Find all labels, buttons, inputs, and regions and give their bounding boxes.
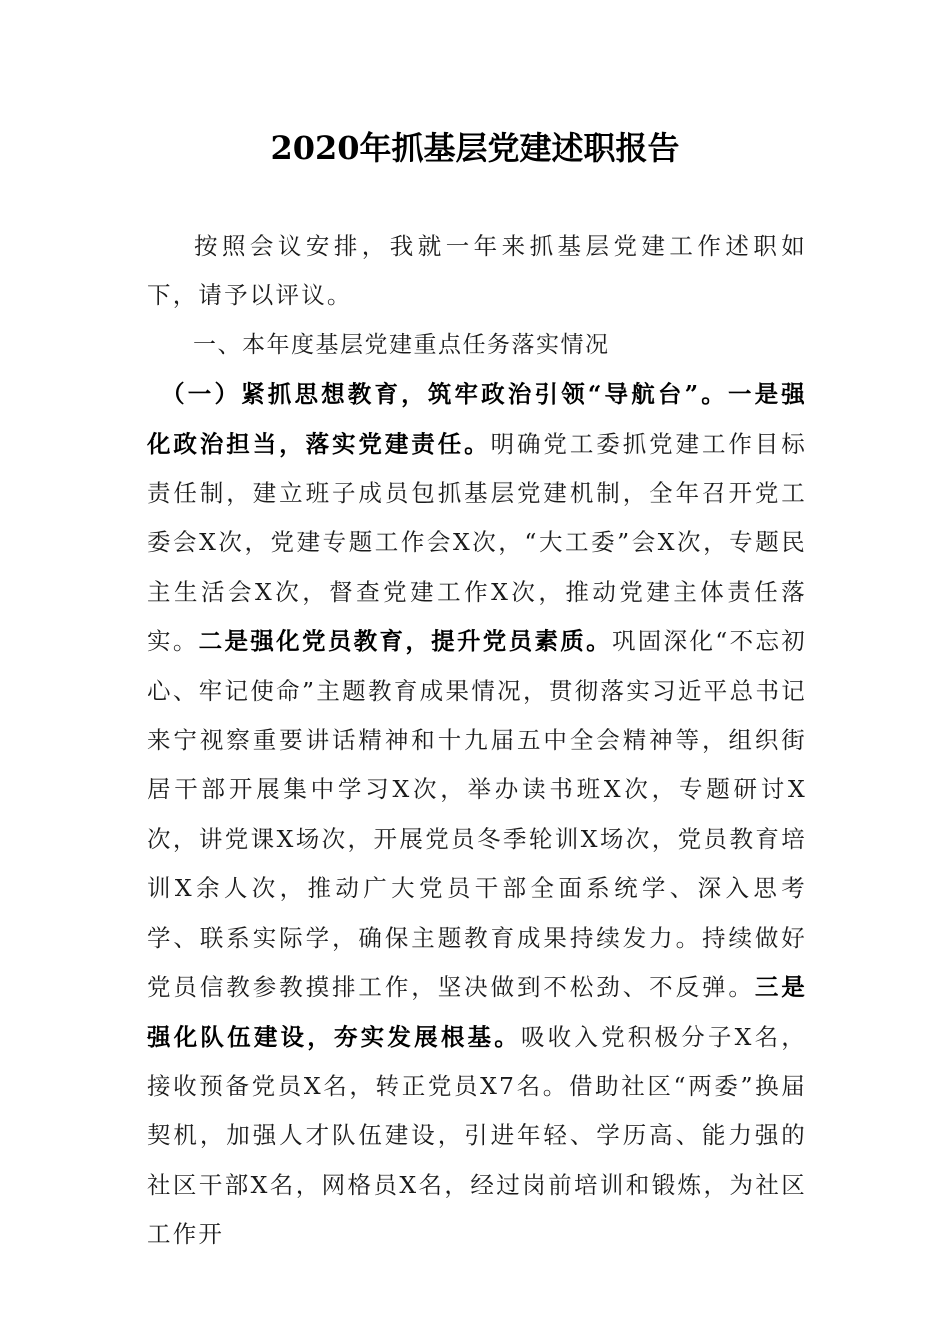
section-heading: 一、本年度基层党建重点任务落实情况 xyxy=(193,331,610,358)
point-1-title: 一是强化政治担当，落实党建责任。 xyxy=(147,380,807,458)
document-title: 2020年抓基层党建述职报告 xyxy=(270,129,680,167)
point-2-title: 二是强化党员教育，提升党员素质。 xyxy=(198,627,612,656)
section-paragraph xyxy=(147,370,807,1259)
point-3-text: 吸收入党积极分子X名，接收预备党员X名，转正党员X7名。借助社区“两委”换届契机，加强人才队伍建设，引进年轻、学历高、能力强的社区干部X名，网格员X名，经过岗前培训和锻炼，为社区工作开 xyxy=(147,1022,807,1249)
intro-paragraph: 按照会议安排，我就一年来抓基层党建工作述职如下，请予以评议。 xyxy=(147,232,807,310)
point-1-text: 明确党工委抓党建工作目标责任制，建立班子成员包抓基层党建机制，全年召开党工委会X次，党建专题工作会X次，“大工委”会X次，专题民主生活会X次，督查党建工作X次，推动党建主体责任落实。 xyxy=(147,429,807,656)
point-3-title: 三是强化队伍建设，夯实发展根基。 xyxy=(147,973,807,1051)
document-body xyxy=(147,222,807,1260)
point-2-text: 巩固深化“不忘初心、牢记使命”主题教育成果情况，贯彻落实习近平总书记来宁视察重要讲话精神和十九届五中全会精神等，组织街居干部开展集中学习X次，举办读书班X次，专题研讨X次，讲党课X场次，开展党员冬季轮训X场次，党员教育培训X余人次，推动广大党员干部全面系统学、深入思考学、联系实际学，确保主题教育成果持续发力。持续做好党员信教参教摸排工作，坚决做到不松劲、不反弹。 xyxy=(147,627,807,1002)
subsection-heading: （一）紧抓思想教育，筑牢政治引领“导航台”。 xyxy=(161,380,728,409)
